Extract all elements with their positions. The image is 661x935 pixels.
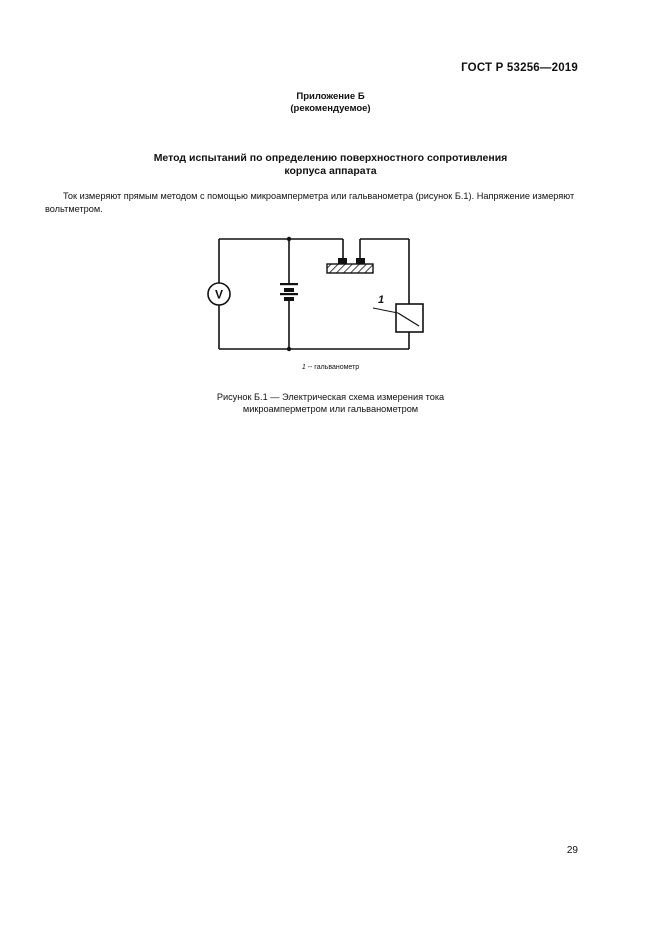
body-paragraph: Ток измеряют прямым методом с помощью микроамперметра или гальванометра (рисунок Б.1). Напряжение измеряют вольтметром. — [45, 191, 575, 214]
legend-separator: -- — [307, 364, 313, 371]
standard-number: ГОСТ Р 53256—2019 — [461, 62, 578, 74]
callout-number: 1 — [378, 294, 385, 306]
junction-bottom — [287, 347, 291, 351]
callout-leader — [373, 308, 398, 313]
electrode-left — [338, 258, 347, 264]
legend-text: гальванометр — [314, 364, 360, 371]
appendix-status: (рекомендуемое) — [290, 103, 371, 114]
figure-legend — [0, 364, 661, 371]
legend-number: 1 — [301, 364, 306, 371]
section-title-line1: Метод испытаний по определению поверхностного сопротивления — [153, 152, 508, 164]
electrode-right — [356, 258, 365, 264]
page-number: 29 — [566, 845, 578, 856]
caption-line2: микроамперметром или гальванометром — [242, 404, 419, 414]
battery-symbol — [280, 283, 298, 301]
galvanometer-symbol — [396, 304, 423, 332]
appendix-heading — [0, 91, 661, 115]
voltmeter-label: V — [214, 287, 224, 302]
section-title — [0, 152, 661, 178]
figure-caption — [0, 391, 661, 415]
junction-top — [287, 237, 291, 241]
section-title-line2: корпуса аппарата — [284, 165, 377, 177]
sample-plate — [327, 264, 373, 273]
circuit-diagram — [200, 232, 430, 357]
caption-line1: Рисунок Б.1 — Электрическая схема измерения тока — [216, 392, 445, 402]
appendix-title: Приложение Б — [296, 91, 365, 102]
